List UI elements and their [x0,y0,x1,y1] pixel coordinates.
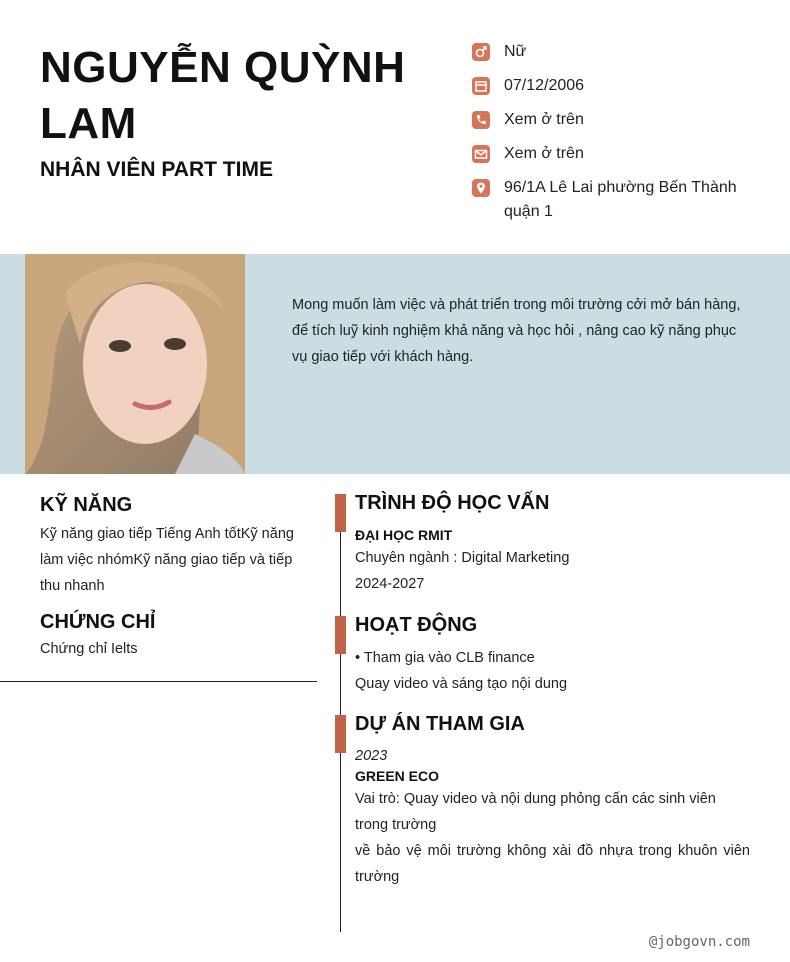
email-icon [472,145,490,163]
phone-icon [472,111,490,129]
timeline-line [340,494,341,932]
gender-icon [472,43,490,61]
calendar-icon [472,77,490,95]
education-marker [335,494,346,532]
contact-phone [472,108,762,132]
projects-marker [335,715,346,753]
certificates-text: Chứng chỉ Ielts [40,641,138,657]
activities-marker [335,616,346,654]
birthday-text: 07/12/2006 [504,77,585,94]
certificates-title: CHỨNG CHỈ [40,611,156,633]
skills-text: Kỹ năng giao tiếp Tiếng Anh tốtKỹ năng làm việc nhómKỹ năng giao tiếp và tiếp thu nhanh [40,526,294,594]
section-divider [0,681,317,682]
activities-title: HOẠT ĐỘNG [355,614,478,636]
project-role: Vai trò: Quay video và nội dung phỏng cấn các sinh viên trong trường [355,791,716,833]
contact-list [472,40,762,234]
projects-section [355,713,750,890]
email-text: Xem ở trên [504,145,584,162]
left-column [40,490,315,662]
contact-birthday [472,74,762,98]
career-objective: Mong muốn làm việc và phát triển trong môi trường cởi mở bán hàng, để tích luỹ kinh nghiệm khả năng và học hỏi , nâng cao kỹ năng phục vụ giao tiếp với khách hàng. [292,297,741,365]
education-title: TRÌNH ĐỘ HỌC VẤN [355,492,550,514]
contact-email [472,142,762,166]
education-period: 2024-2027 [355,576,425,592]
activities-section [355,614,750,697]
project-description: về bảo vệ môi trường không xài đồ nhựa trong khuôn viên trường [355,843,750,885]
project-name: GREEN ECO [355,768,440,784]
gender-text: Nữ [504,43,527,60]
address-text: 96/1A Lê Lai phường Bến Thành quận 1 [504,179,737,220]
watermark: @jobgovn.com [648,934,750,950]
contact-address [472,176,762,224]
activity-item-2: Quay video và sáng tạo nội dung [355,676,568,692]
education-section [355,492,750,597]
phone-text: Xem ở trên [504,111,584,128]
project-year: 2023 [355,748,388,764]
profile-photo [25,254,245,474]
candidate-name: NGUYỄN QUỲNH LAM [40,43,406,148]
school-name: ĐẠI HỌC RMIT [355,527,453,543]
projects-title: DỰ ÁN THAM GIA [355,713,525,735]
contact-gender [472,40,762,64]
skills-title: KỸ NĂNG [40,494,133,516]
job-title: NHÂN VIÊN PART TIME [40,158,273,181]
location-pin-icon [472,179,490,197]
education-major: Chuyên ngành : Digital Marketing [355,550,570,566]
activity-item-1: • Tham gia vào CLB finance [355,650,535,666]
